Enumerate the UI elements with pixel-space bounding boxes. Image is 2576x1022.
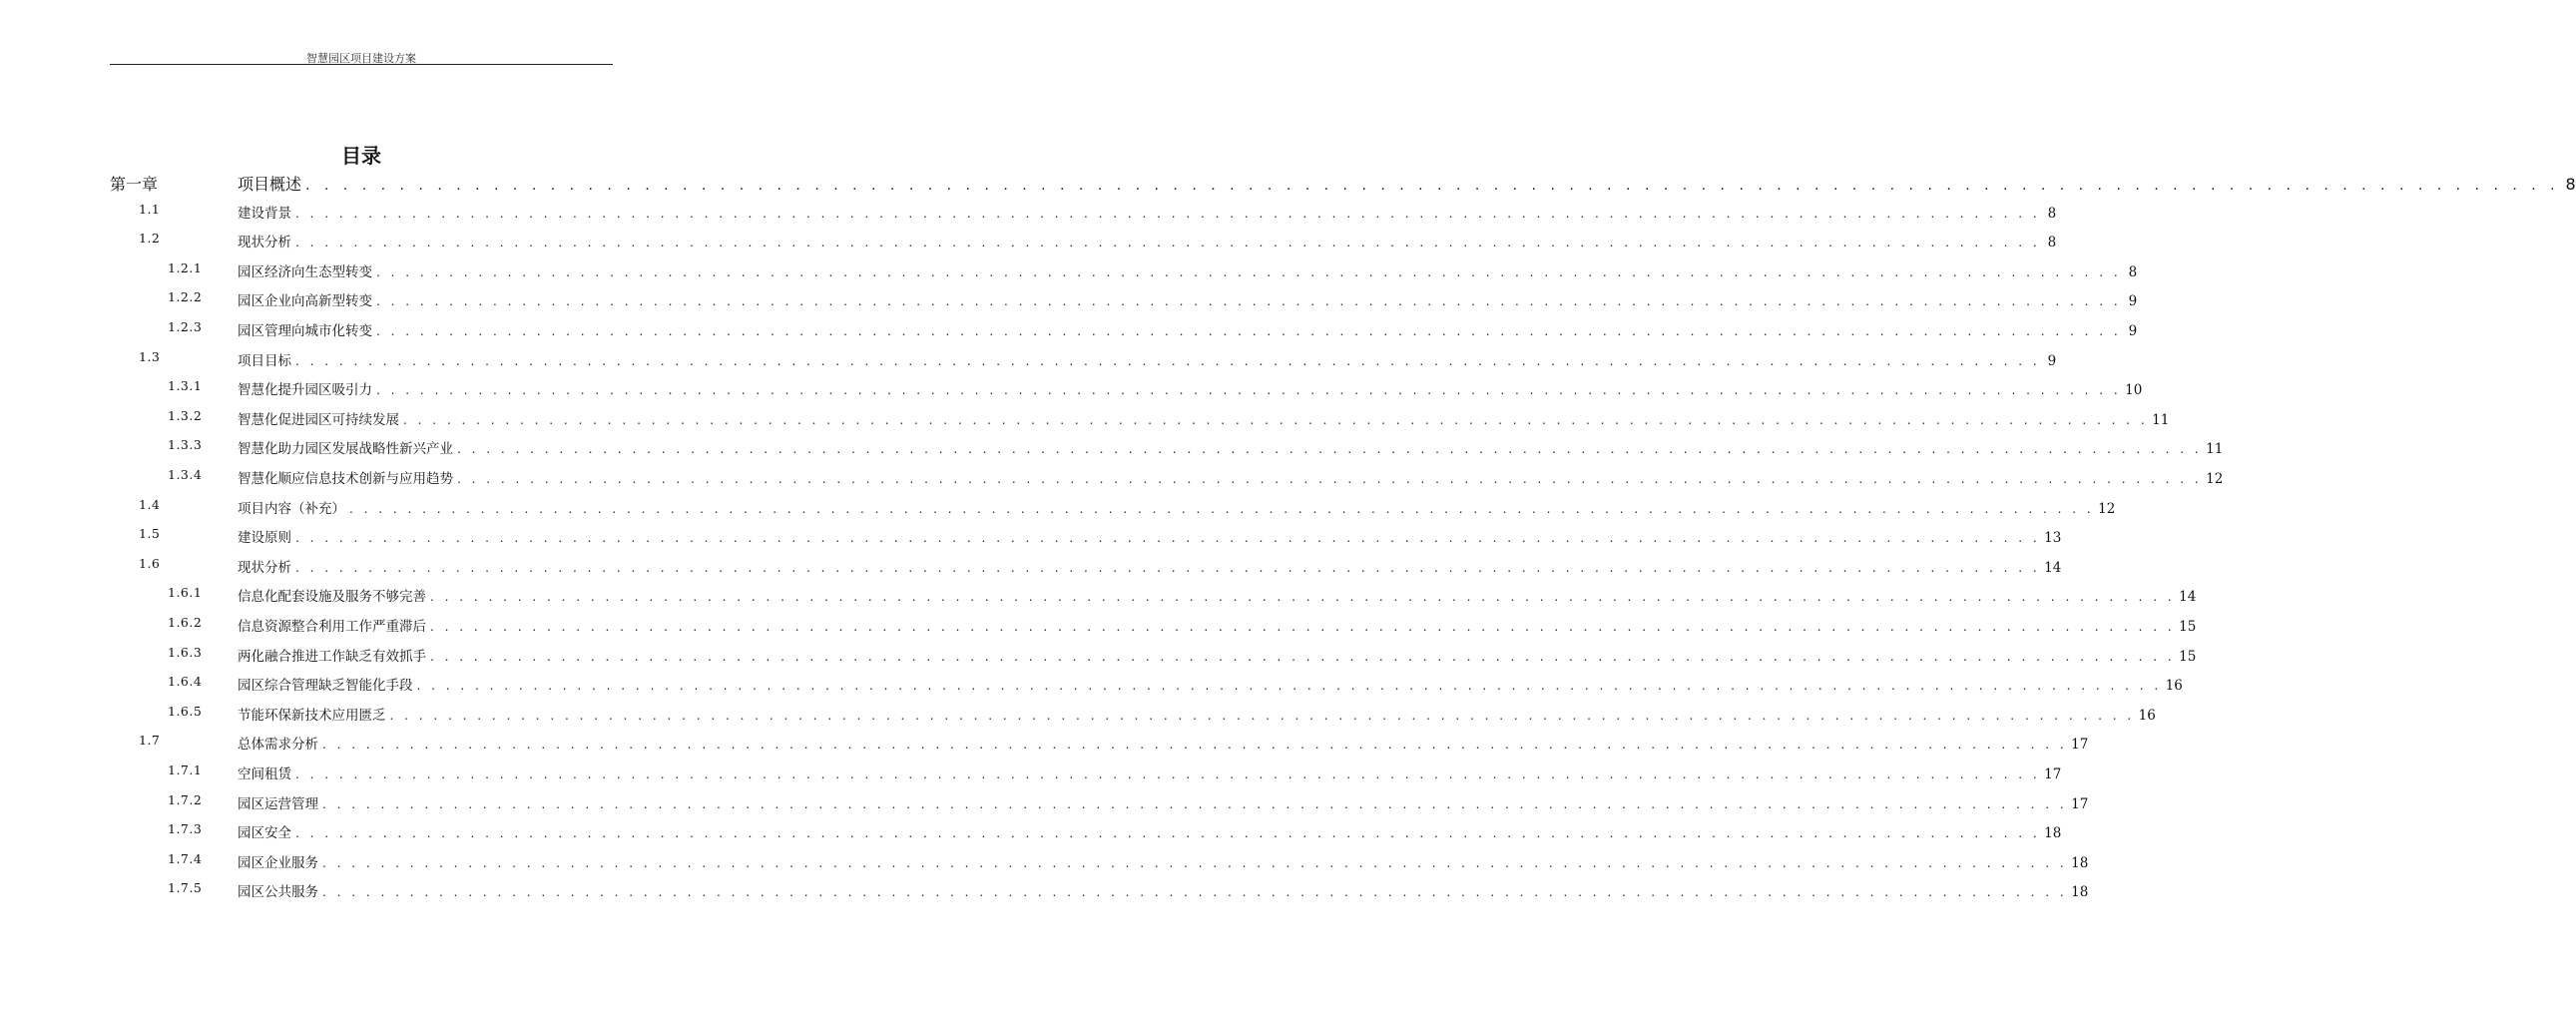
toc-entry[interactable] — [0, 348, 2057, 379]
toc-entry-number: 1.7.2 — [168, 791, 203, 807]
toc-entry[interactable] — [0, 791, 2089, 822]
toc-entry[interactable] — [0, 526, 2062, 556]
toc-entry-page: 9 — [2128, 323, 2138, 339]
toc-entry-page: 14 — [2044, 559, 2062, 576]
toc-entry[interactable] — [0, 172, 2576, 202]
toc-entry-page: 15 — [2179, 619, 2197, 635]
toc-entry-page: 11 — [2206, 441, 2224, 458]
toc-dot-leader: . . . . . . . . . . . . . . . . . . . . . . . . . . . . . . . . . . . . . . . . . . . . . . . . . . . . . . . . . . . . . . . . . . . . . . . . . . . . . . . . . . . . . . . . . . . . . . . . . . . . . . . . . . . . . . . . . . . . . . . . — [430, 590, 2176, 605]
toc-entry-title: 智慧化顺应信息技术创新与应用趋势 — [238, 471, 453, 487]
toc-entry[interactable] — [0, 615, 2197, 645]
toc-dot-leader: . . . . . . . . . . . . . . . . . . . . . . . . . . . . . . . . . . . . . . . . . . . . . . . . . . . . . . . . . . . . . . . . . . . . . . . . . . . . . . . . . . . . . . . . . . . . . . . . . . . . . . . . . . . . . . . . . . . . . . . . — [295, 531, 2041, 546]
toc-entry-line — [238, 467, 2224, 487]
toc-entry-number: 1.6.5 — [168, 703, 203, 719]
toc-entry-number: 1.7 — [139, 733, 161, 749]
toc-dot-leader: . . . . . . . . . . . . . . . . . . . . . . . . . . . . . . . . . . . . . . . . . . . . . . . . . . . . . . . . . . . . . . . . . . . . . . . . . . . . . . . . . . . . . . . . . . . . . . . . . . . . . . . . . . . . . . . . . . . . . . . . — [457, 442, 2203, 457]
toc-dot-leader: . . . . . . . . . . . . . . . . . . . . . . . . . . . . . . . . . . . . . . . . . . . . . . . . . . . . . . . . . . . . . . . . . . . . . . . . . . . . . . . . . . . . . . . . . . . . . . . . . . . . . . . . . . . . . . . . . . . . . . . . — [295, 206, 2041, 221]
toc-entry-page: 8 — [2047, 235, 2057, 252]
toc-entry[interactable] — [0, 880, 2089, 910]
toc-entry[interactable] — [0, 585, 2197, 615]
toc-entry-line — [238, 289, 2138, 310]
toc-entry-number: 第一章 — [110, 175, 159, 194]
toc-entry-number: 1.2.3 — [168, 319, 203, 334]
toc-entry-page: 13 — [2044, 530, 2062, 547]
toc-entry[interactable] — [0, 378, 2143, 408]
toc-entry[interactable] — [0, 319, 2138, 349]
toc-dot-leader: . . . . . . . . . . . . . . . . . . . . . . . . . . . . . . . . . . . . . . . . . . . . . . . . . . . . . . . . . . . . . . . . . . . . . . . . . . . . . . . . . . . . . . . . . . . . . . . . . . . . . . . . . . . . . . . . . . . . . . . . — [305, 178, 2560, 194]
toc-entry-title: 智慧化助力园区发展战略性新兴产业 — [238, 441, 453, 458]
toc-entry-number: 1.3.2 — [168, 407, 203, 423]
toc-entry-number: 1.2.2 — [168, 289, 203, 305]
toc-entry-line — [238, 645, 2197, 665]
toc-entry-title: 园区公共服务 — [238, 884, 318, 901]
toc-entry-title: 现状分析 — [238, 235, 291, 252]
toc-entry-number: 1.5 — [139, 526, 161, 542]
toc-dot-leader: . . . . . . . . . . . . . . . . . . . . . . . . . . . . . . . . . . . . . . . . . . . . . . . . . . . . . . . . . . . . . . . . . . . . . . . . . . . . . . . . . . . . . . . . . . . . . . . . . . . . . . . . . . . . . . . . . . . . . . . . — [376, 264, 2122, 279]
toc-entry-page: 17 — [2044, 766, 2062, 782]
toc-entry-line — [238, 733, 2089, 754]
toc-entry[interactable] — [0, 407, 2170, 438]
toc-entry[interactable] — [0, 201, 2057, 232]
running-header-title: 智慧园区项目建设方案 — [306, 52, 416, 65]
toc-entry-number: 1.1 — [139, 201, 161, 217]
toc-entry-line — [238, 526, 2062, 547]
toc-entry-title: 项目概述 — [238, 175, 302, 194]
toc-entry-page: 8 — [2128, 263, 2138, 280]
toc-entry-page: 15 — [2179, 648, 2197, 665]
toc-entry-number: 1.7.5 — [168, 880, 203, 896]
toc-entry-number: 1.6.1 — [168, 585, 203, 601]
toc-entry-title: 两化融合推进工作缺乏有效抓手 — [238, 648, 426, 665]
toc-entry-line — [238, 260, 2138, 280]
toc-dot-leader: . . . . . . . . . . . . . . . . . . . . . . . . . . . . . . . . . . . . . . . . . . . . . . . . . . . . . . . . . . . . . . . . . . . . . . . . . . . . . . . . . . . . . . . . . . . . . . . . . . . . . . . . . . . . . . . . . . . . . . . . — [376, 294, 2122, 309]
toc-entry-number: 1.4 — [139, 496, 161, 512]
toc-dot-leader: . . . . . . . . . . . . . . . . . . . . . . . . . . . . . . . . . . . . . . . . . . . . . . . . . . . . . . . . . . . . . . . . . . . . . . . . . . . . . . . . . . . . . . . . . . . . . . . . . . . . . . . . . . . . . . . . . . . . . . . . — [322, 796, 2068, 811]
toc-entry-page: 18 — [2071, 854, 2089, 871]
toc-entry-title: 园区安全 — [238, 825, 291, 842]
toc-entry-title: 空间租赁 — [238, 766, 291, 782]
toc-entry-page: 18 — [2071, 884, 2089, 901]
toc-dot-leader: . . . . . . . . . . . . . . . . . . . . . . . . . . . . . . . . . . . . . . . . . . . . . . . . . . . . . . . . . . . . . . . . . . . . . . . . . . . . . . . . . . . . . . . . . . . . . . . . . . . . . . . . . . . . . . . . . . . . . . . . — [430, 620, 2176, 634]
toc-entry-title: 项目内容（补充） — [238, 500, 345, 517]
toc-entry-line — [238, 704, 2156, 724]
toc-entry-page: 17 — [2071, 795, 2089, 812]
toc-entry[interactable] — [0, 259, 2138, 290]
toc-dot-leader: . . . . . . . . . . . . . . . . . . . . . . . . . . . . . . . . . . . . . . . . . . . . . . . . . . . . . . . . . . . . . . . . . . . . . . . . . . . . . . . . . . . . . . . . . . . . . . . . . . . . . . . . . . . . . . . . . . . . . . . . — [295, 353, 2041, 368]
toc-entry[interactable] — [0, 821, 2062, 851]
toc-dot-leader: . . . . . . . . . . . . . . . . . . . . . . . . . . . . . . . . . . . . . . . . . . . . . . . . . . . . . . . . . . . . . . . . . . . . . . . . . . . . . . . . . . . . . . . . . . . . . . . . . . . . . . . . . . . . . . . . . . . . . . . . — [349, 501, 2095, 516]
toc-entry[interactable] — [0, 644, 2197, 675]
toc-entry-line — [238, 437, 2224, 458]
toc-entry-page: 16 — [2138, 707, 2156, 724]
toc-entry-title: 项目目标 — [238, 352, 291, 369]
toc-dot-leader: . . . . . . . . . . . . . . . . . . . . . . . . . . . . . . . . . . . . . . . . . . . . . . . . . . . . . . . . . . . . . . . . . . . . . . . . . . . . . . . . . . . . . . . . . . . . . . . . . . . . . . . . . . . . . . . . . . . . . . . . — [322, 885, 2068, 900]
toc-entry-number: 1.2 — [139, 231, 161, 247]
toc-entry-title: 建设背景 — [238, 205, 291, 222]
header-divider — [110, 64, 613, 65]
toc-entry[interactable] — [0, 703, 2156, 734]
toc-entry-title: 园区企业服务 — [238, 854, 318, 871]
toc-entry-line — [238, 851, 2089, 871]
toc-entry-line — [238, 674, 2183, 695]
toc-dot-leader: . . . . . . . . . . . . . . . . . . . . . . . . . . . . . . . . . . . . . . . . . . . . . . . . . . . . . . . . . . . . . . . . . . . . . . . . . . . . . . . . . . . . . . . . . . . . . . . . . . . . . . . . . . . . . . . . . . . . . . . . — [376, 324, 2122, 338]
toc-entry-page: 9 — [2128, 293, 2138, 310]
toc-entry-title: 信息资源整合利用工作严重滞后 — [238, 619, 426, 635]
toc-dot-leader: . . . . . . . . . . . . . . . . . . . . . . . . . . . . . . . . . . . . . . . . . . . . . . . . . . . . . . . . . . . . . . . . . . . . . . . . . . . . . . . . . . . . . . . . . . . . . . . . . . . . . . . . . . . . . . . . . . . . . . . . — [430, 649, 2176, 664]
toc-entry-page: 11 — [2152, 411, 2170, 428]
toc-dot-leader: . . . . . . . . . . . . . . . . . . . . . . . . . . . . . . . . . . . . . . . . . . . . . . . . . . . . . . . . . . . . . . . . . . . . . . . . . . . . . . . . . . . . . . . . . . . . . . . . . . . . . . . . . . . . . . . . . . . . . . . . — [295, 236, 2041, 251]
toc-entry[interactable] — [0, 555, 2062, 586]
toc-dot-leader: . . . . . . . . . . . . . . . . . . . . . . . . . . . . . . . . . . . . . . . . . . . . . . . . . . . . . . . . . . . . . . . . . . . . . . . . . . . . . . . . . . . . . . . . . . . . . . . . . . . . . . . . . . . . . . . . . . . . . . . . — [295, 560, 2041, 575]
toc-entry[interactable] — [0, 763, 2062, 792]
toc-dot-leader: . . . . . . . . . . . . . . . . . . . . . . . . . . . . . . . . . . . . . . . . . . . . . . . . . . . . . . . . . . . . . . . . . . . . . . . . . . . . . . . . . . . . . . . . . . . . . . . . . . . . . . . . . . . . . . . . . . . . . . . . — [416, 679, 2162, 694]
toc-entry-number: 1.6.2 — [168, 615, 203, 630]
toc-entry-line — [238, 202, 2057, 222]
toc-entry-title: 园区运营管理 — [238, 795, 318, 812]
toc-entry-title: 信息化配套设施及服务不够完善 — [238, 589, 426, 606]
toc-dot-leader: . . . . . . . . . . . . . . . . . . . . . . . . . . . . . . . . . . . . . . . . . . . . . . . . . . . . . . . . . . . . . . . . . . . . . . . . . . . . . . . . . . . . . . . . . . . . . . . . . . . . . . . . . . . . . . . . . . . . . . . . — [295, 767, 2041, 781]
toc-entry-number: 1.3.1 — [168, 378, 203, 394]
toc-entry-number: 1.7.4 — [168, 850, 203, 866]
toc-entry-title: 智慧化提升园区吸引力 — [238, 382, 372, 399]
toc-dot-leader: . . . . . . . . . . . . . . . . . . . . . . . . . . . . . . . . . . . . . . . . . . . . . . . . . . . . . . . . . . . . . . . . . . . . . . . . . . . . . . . . . . . . . . . . . . . . . . . . . . . . . . . . . . . . . . . . . . . . . . . . — [295, 826, 2041, 841]
toc-entry-number: 1.3.4 — [168, 467, 203, 482]
toc-entry-page: 12 — [2098, 500, 2116, 517]
toc-entry-page: 8 — [2047, 205, 2057, 222]
toc-entry[interactable] — [0, 437, 2224, 467]
toc-dot-leader: . . . . . . . . . . . . . . . . . . . . . . . . . . . . . . . . . . . . . . . . . . . . . . . . . . . . . . . . . . . . . . . . . . . . . . . . . . . . . . . . . . . . . . . . . . . . . . . . . . . . . . . . . . . . . . . . . . . . . . . . — [322, 855, 2068, 870]
toc-entry-line — [238, 792, 2089, 812]
toc-entry-title: 智慧化促进园区可持续发展 — [238, 411, 399, 428]
toc-entry-title: 园区管理向城市化转变 — [238, 323, 372, 339]
toc-entry-page: 17 — [2071, 737, 2089, 754]
toc-entry-number: 1.6 — [139, 555, 161, 571]
toc-entry-page: 12 — [2206, 471, 2224, 487]
toc-entry-number: 1.3.3 — [168, 437, 203, 453]
toc-entry[interactable] — [0, 467, 2224, 497]
toc-dot-leader: . . . . . . . . . . . . . . . . . . . . . . . . . . . . . . . . . . . . . . . . . . . . . . . . . . . . . . . . . . . . . . . . . . . . . . . . . . . . . . . . . . . . . . . . . . . . . . . . . . . . . . . . . . . . . . . . . . . . . . . . — [457, 472, 2203, 486]
toc-entry-number: 1.6.4 — [168, 674, 203, 690]
toc-dot-leader: . . . . . . . . . . . . . . . . . . . . . . . . . . . . . . . . . . . . . . . . . . . . . . . . . . . . . . . . . . . . . . . . . . . . . . . . . . . . . . . . . . . . . . . . . . . . . . . . . . . . . . . . . . . . . . . . . . . . . . . . — [403, 412, 2149, 427]
toc-entry-line — [238, 349, 2057, 369]
toc-entry-line — [238, 585, 2197, 606]
toc-entry-line — [238, 880, 2089, 901]
toc-entry-number: 1.2.1 — [168, 259, 203, 275]
toc-entry-line — [238, 408, 2170, 428]
toc-entry[interactable] — [0, 496, 2116, 527]
toc-entry-line — [238, 556, 2062, 576]
toc-entry-page: 16 — [2165, 678, 2183, 695]
toc-entry-page: 10 — [2125, 382, 2143, 399]
toc-entry[interactable] — [0, 289, 2138, 319]
toc-entry-page: 9 — [2047, 352, 2057, 369]
toc-entry-title: 现状分析 — [238, 559, 291, 576]
toc-entry-line — [238, 615, 2197, 635]
toc-dot-leader: . . . . . . . . . . . . . . . . . . . . . . . . . . . . . . . . . . . . . . . . . . . . . . . . . . . . . . . . . . . . . . . . . . . . . . . . . . . . . . . . . . . . . . . . . . . . . . . . . . . . . . . . . . . . . . . . . . . . . . . . — [389, 708, 2135, 723]
toc-entry-line — [238, 319, 2138, 339]
toc-entry-line — [238, 497, 2116, 517]
toc-entry-number: 1.7.3 — [168, 821, 203, 837]
toc-entry-page: 18 — [2044, 825, 2062, 842]
toc-entry-title: 节能环保新技术应用匮乏 — [238, 707, 386, 724]
toc-entry-title: 总体需求分析 — [238, 737, 318, 754]
toc-entry-line — [238, 378, 2143, 399]
toc-entry[interactable] — [0, 231, 2057, 260]
toc-entry-page: 8 — [2565, 175, 2576, 194]
toc-entry-line — [238, 231, 2057, 252]
toc-heading: 目录 — [341, 144, 381, 168]
toc-entry-title: 园区企业向高新型转变 — [238, 293, 372, 310]
toc-entry-line — [238, 763, 2062, 782]
toc-entry-page: 14 — [2179, 589, 2197, 606]
toc-entry-number: 1.7.1 — [168, 763, 203, 777]
toc-dot-leader: . . . . . . . . . . . . . . . . . . . . . . . . . . . . . . . . . . . . . . . . . . . . . . . . . . . . . . . . . . . . . . . . . . . . . . . . . . . . . . . . . . . . . . . . . . . . . . . . . . . . . . . . . . . . . . . . . . . . . . . . — [322, 738, 2068, 753]
toc-entry[interactable] — [0, 850, 2089, 881]
toc-entry-line — [238, 821, 2062, 842]
toc-entry-title: 园区经济向生态型转变 — [238, 263, 372, 280]
toc-entry-number: 1.6.3 — [168, 644, 203, 660]
toc-dot-leader: . . . . . . . . . . . . . . . . . . . . . . . . . . . . . . . . . . . . . . . . . . . . . . . . . . . . . . . . . . . . . . . . . . . . . . . . . . . . . . . . . . . . . . . . . . . . . . . . . . . . . . . . . . . . . . . . . . . . . . . . — [376, 383, 2122, 398]
toc-entry-title: 园区综合管理缺乏智能化手段 — [238, 678, 413, 695]
toc-entry-number: 1.3 — [139, 348, 161, 364]
toc-entry-line — [238, 172, 2576, 195]
toc-entry[interactable] — [0, 733, 2089, 763]
toc-entry-title: 建设原则 — [238, 530, 291, 547]
toc-entry[interactable] — [0, 674, 2183, 704]
